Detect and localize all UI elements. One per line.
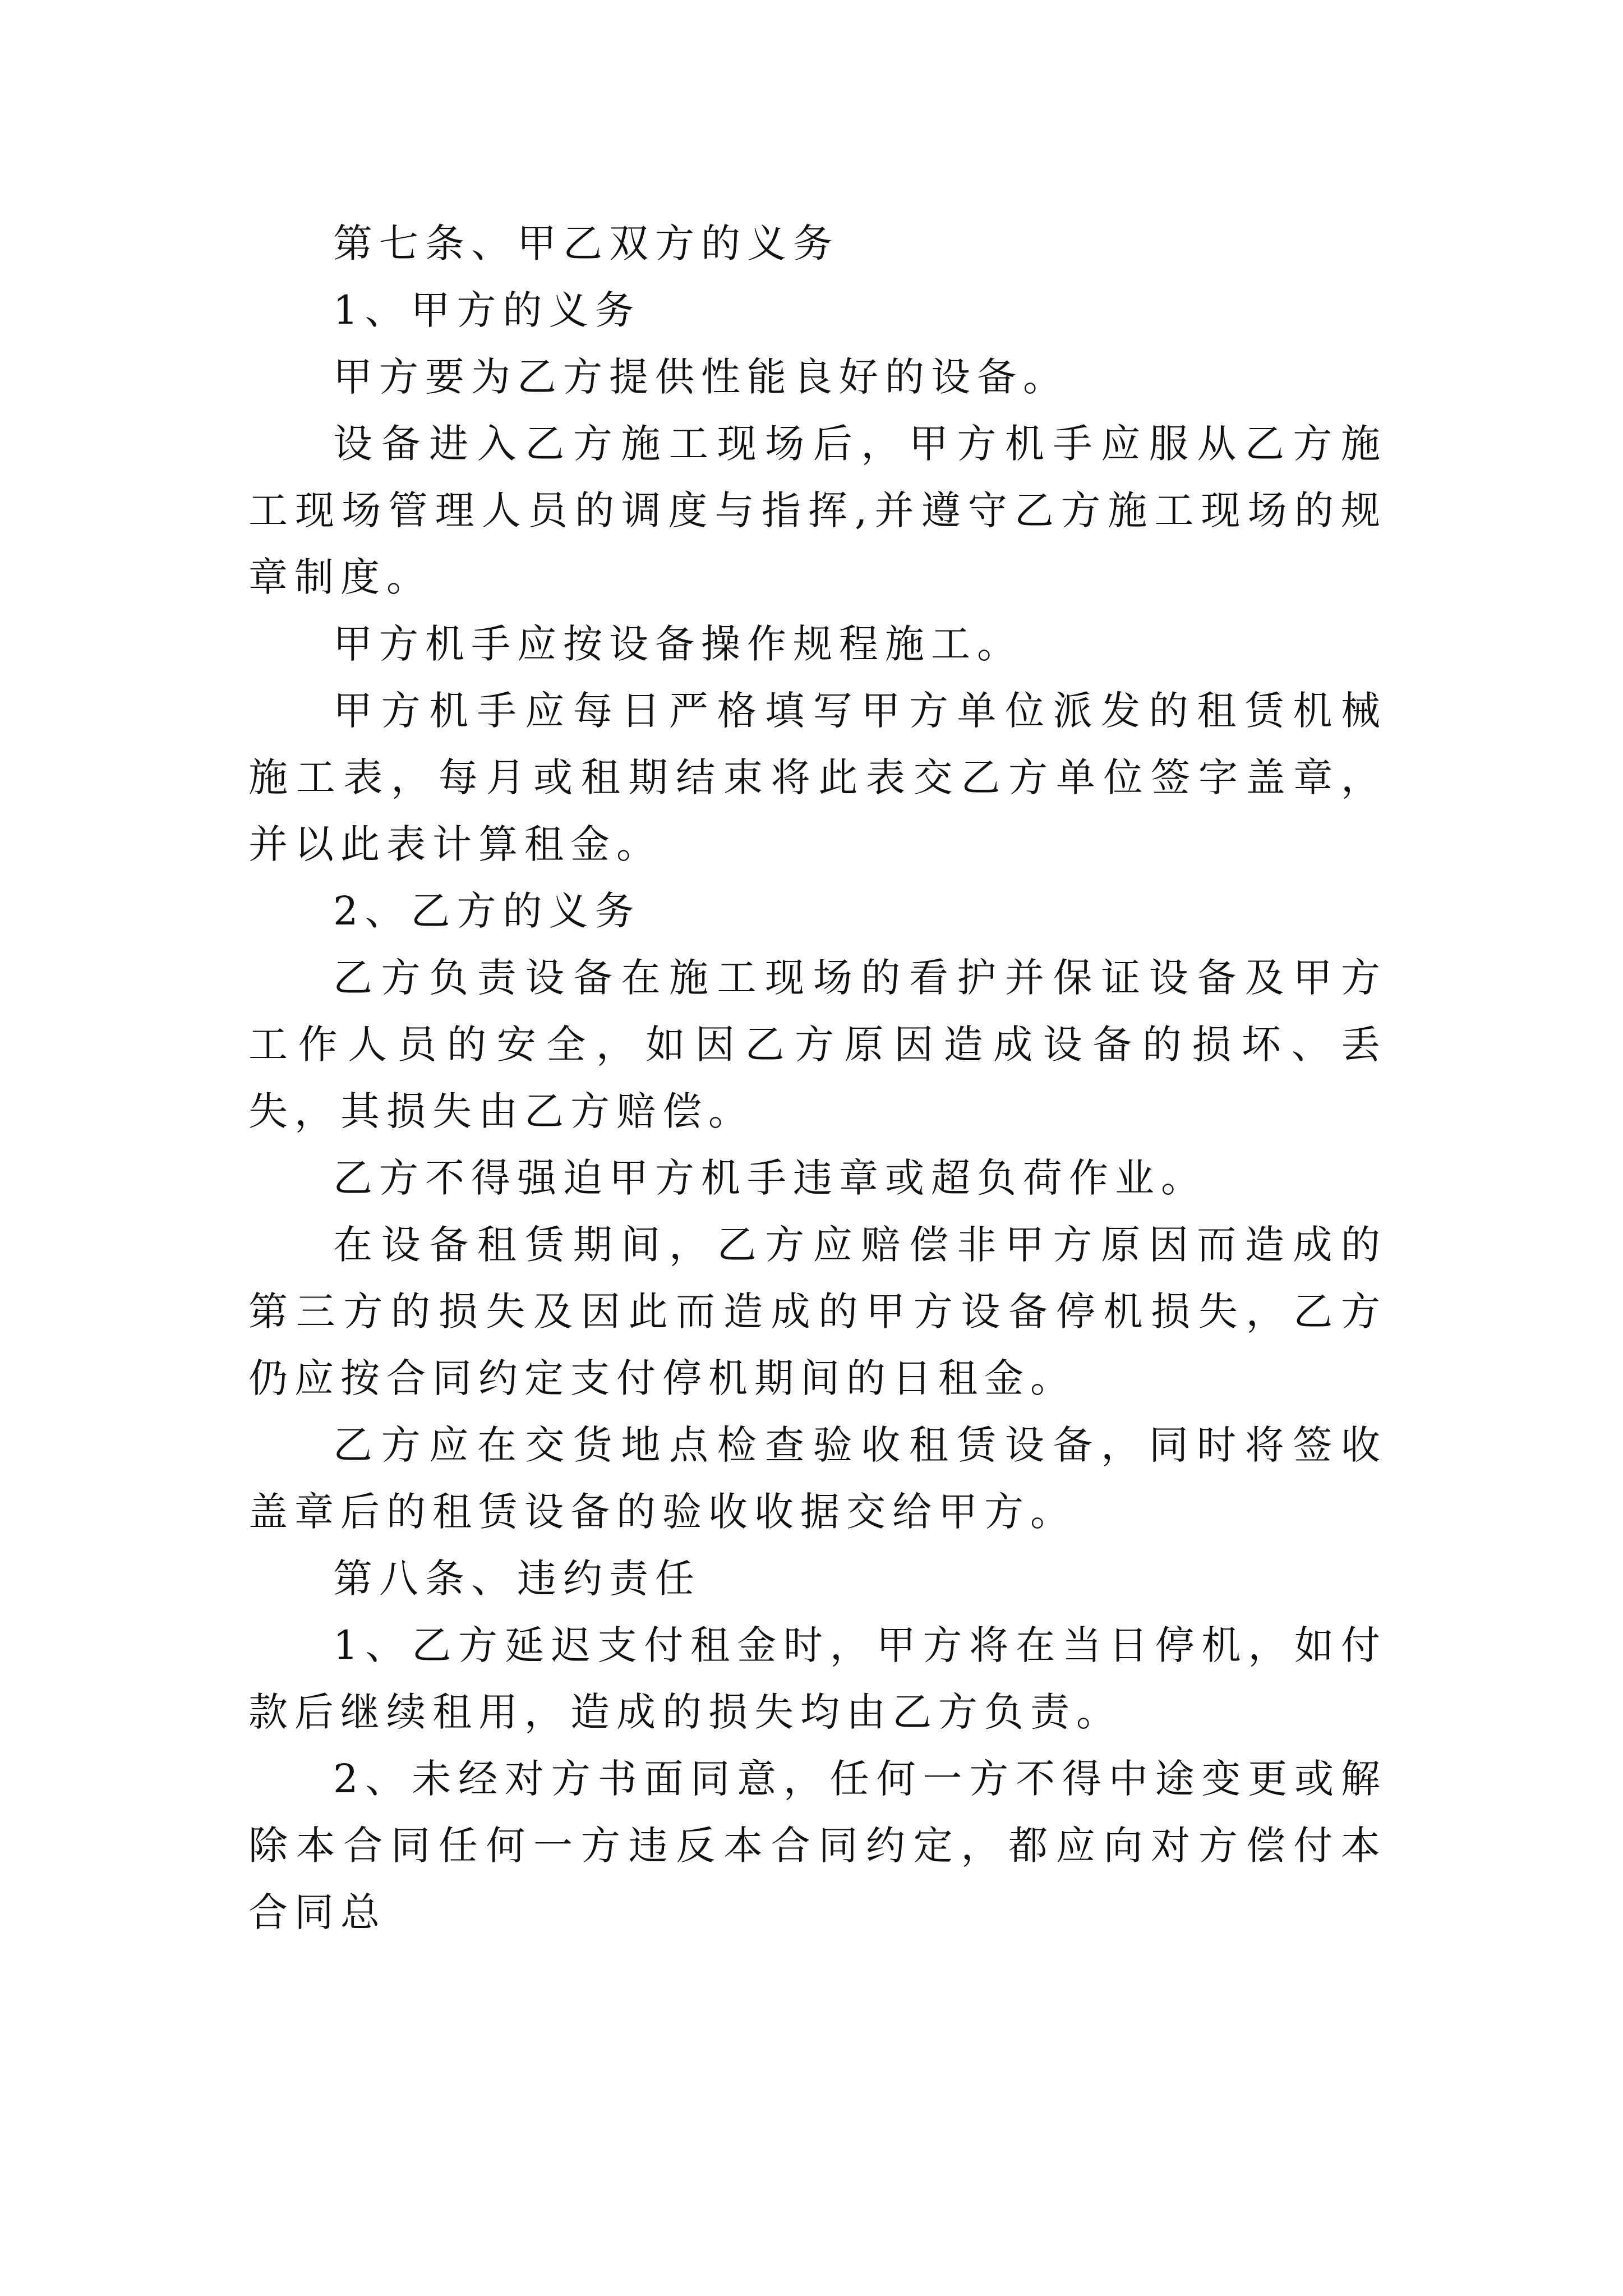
paragraph: 乙方应在交货地点检查验收租赁设备，同时将签收盖章后的租赁设备的验收收据交给甲方。 (248, 1422, 1387, 1535)
paragraph: 1、乙方延迟支付租金时，甲方将在当日停机，如付款后继续租用，造成的损失均由乙方负责。 (248, 1622, 1387, 1735)
paragraph: 设备进入乙方施工现场后，甲方机手应服从乙方施工现场管理人员的调度与指挥,并遵守乙方施工现场的规章制度。 (248, 421, 1387, 600)
article-7-heading: 第七条、甲乙双方的义务 (333, 220, 839, 266)
paragraph: 甲方要为乙方提供性能良好的设备。 (333, 354, 1069, 400)
party-a-obligations-heading: 1、甲方的义务 (333, 287, 641, 333)
paragraph: 在设备租赁期间，乙方应赔偿非甲方原因而造成的第三方的损失及因此而造成的甲方设备停机损失，乙方仍应按合同约定支付停机期间的日租金。 (248, 1222, 1387, 1401)
paragraph: 2、未经对方书面同意，任何一方不得中途变更或解除本合同任何一方违反本合同约定，都应向对方偿付本合同总 (248, 1756, 1387, 1935)
paragraph: 乙方不得强迫甲方机手违章或超负荷作业。 (333, 1155, 1207, 1201)
party-b-obligations-heading: 2、乙方的义务 (333, 888, 641, 934)
document-body (248, 210, 1387, 1946)
article-8-heading: 第八条、违约责任 (333, 1556, 701, 1602)
paragraph: 甲方机手应每日严格填写甲方单位派发的租赁机械施工表，每月或租期结束将此表交乙方单位签字盖章，并以此表计算租金。 (248, 688, 1387, 867)
paragraph: 乙方负责设备在施工现场的看护并保证设备及甲方工作人员的安全，如因乙方原因造成设备的损坏、丢失，其损失由乙方赔偿。 (248, 955, 1387, 1134)
paragraph: 甲方机手应按设备操作规程施工。 (333, 621, 1023, 667)
